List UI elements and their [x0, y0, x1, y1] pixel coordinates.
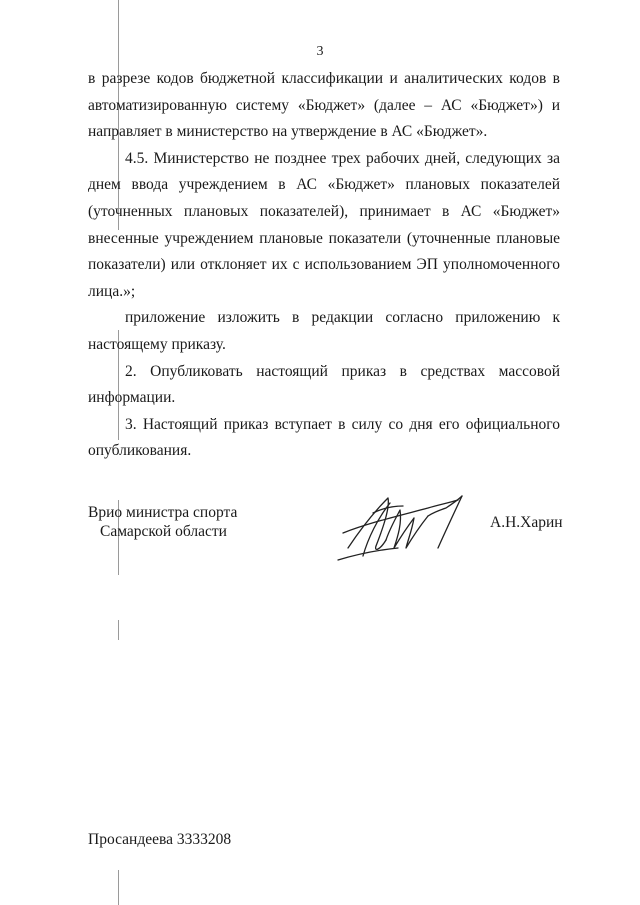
page-number: 3	[316, 44, 324, 59]
scan-artifact-line	[118, 620, 119, 640]
signatory-name: А.Н.Харин	[490, 514, 563, 531]
paragraph-item-3: 3. Настоящий приказ вступает в силу со дня его официального опубликования.	[88, 415, 560, 460]
paragraph-item-4-5: 4.5. Министерство не позднее трех рабочих дней, следующих за днем ввода учреждением в АС «Бюджет» плановых показателей (уточненных плановых показателей), принимает в АС «Бюджет» внесенные учреждением плановые показатели (уточненные плановые показатели) или отклоняет их с использованием ЭП уполномоченного лица.»;	[88, 149, 560, 300]
paragraph-item-2: 2. Опубликовать настоящий приказ в средствах массовой информации.	[88, 362, 560, 407]
scan-artifact-line	[118, 870, 119, 905]
executor-contact: Просандеева 3333208	[88, 831, 232, 848]
paragraph-continuation: в разрезе кодов бюджетной классификации и аналитических кодов в автоматизированную систему «Бюджет» (далее – АС «Бюджет») и направляет в министерство на утверждение в АС «Бюджет».	[88, 70, 560, 141]
paragraph-appendix: приложение изложить в редакции согласно приложению к настоящему приказу.	[88, 309, 560, 353]
document-body	[88, 66, 560, 465]
signatory-position	[88, 503, 237, 541]
signatory-position-line1: Врио министра спорта	[88, 504, 238, 521]
signatory-position-line2: Самарской области	[100, 523, 227, 540]
handwritten-signature	[328, 478, 478, 578]
